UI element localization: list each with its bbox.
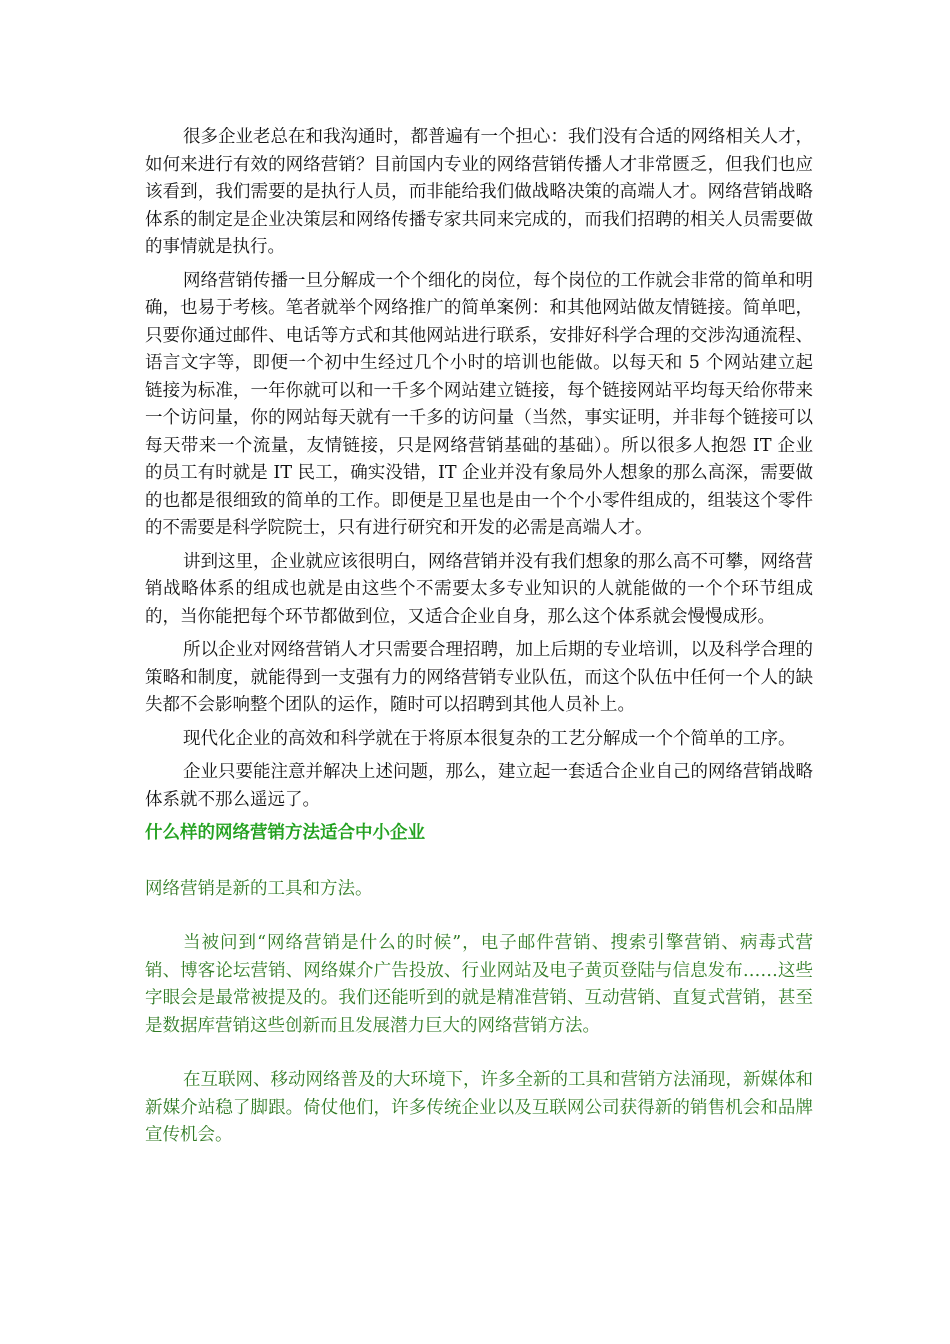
document-body <box>145 124 813 1150</box>
section-paragraph-2: 在互联网、移动网络普及的大环境下，许多全新的工具和营销方法涌现，新媒体和新媒介站稳了脚跟。倚仗他们，许多传统企业以及互联网公司获得新的销售机会和品牌宣传机会。 <box>145 1070 813 1145</box>
section-paragraph-1: 当被问到“网络营销是什么的时候”，电子邮件营销、搜索引擎营销、病毒式营销、博客论坛营销、网络媒介广告投放、行业网站及电子黄页登陆与信息发布……这些字眼会是最常被提及的。我们还能听到的就是精准营销、互动营销、直复式营销，甚至是数据库营销这些创新而且发展潜力巨大的网络营销方法。 <box>145 933 813 1036</box>
paragraph-5: 现代化企业的高效和科学就在于将原本很复杂的工艺分解成一个个简单的工序。 <box>183 728 796 749</box>
paragraph-6: 企业只要能注意并解决上述问题，那么，建立起一套适合企业自己的网络营销战略体系就不那么遥远了。 <box>145 762 813 810</box>
paragraph-4: 所以企业对网络营销人才只需要合理招聘，加上后期的专业培训，以及科学合理的策略和制度，就能得到一支强有力的网络营销专业队伍，而这个队伍中任何一个人的缺失都不会影响整个团队的运作，随时可以招聘到其他人员补上。 <box>145 640 813 715</box>
section-intro: 网络营销是新的工具和方法。 <box>145 878 373 899</box>
paragraph-1: 很多企业老总在和我沟通时，都普遍有一个担心：我们没有合适的网络相关人才，如何来进行有效的网络营销？目前国内专业的网络营销传播人才非常匮乏，但我们也应该看到，我们需要的是执行人员，而非能给我们做战略决策的高端人才。网络营销战略体系的制定是企业决策层和网络传播专家共同来完成的，而我们招聘的相关人员需要做的事情就是执行。 <box>145 127 813 257</box>
paragraph-3: 讲到这里，企业就应该很明白，网络营销并没有我们想象的那么高不可攀，网络营销战略体系的组成也就是由这些个不需要太多专业知识的人就能做的一个个环节组成的，当你能把每个环节都做到位，又适合企业自身，那么这个体系就会慢慢成形。 <box>145 551 813 627</box>
paragraph-2: 网络营销传播一旦分解成一个个细化的岗位，每个岗位的工作就会非常的简单和明确，也易于考核。笔者就举个网络推广的简单案例：和其他网站做友情链接。简单吧，只要你通过邮件、电话等方式和其他网站进行联系，安排好科学合理的交涉沟通流程、语言文字等，即便一个初中生经过几个小时的培训也能做。以每天和 5 个网站建立起链接为标准，一年你就可以和一千多个网站建立链接，每个链接网站平均每天给你带来一个访问量，你的网站每天就有一千多的访问量（当然，事实证明，并非每个链接可以每天带来一个流量，友情链接，只是网络营销基础的基础）。所以很多人抱怨 IT 企业的员工有时就是 IT 民工，确实没错，IT 企业并没有象局外人想象的那么高深，需要做的也都是很细致的简单的工作。即便是卫星也是由一个个小零件组成的，组装这个零件的不需要是科学院院士，只有进行研究和开发的必需是高端人才。 <box>145 270 813 538</box>
section-heading: 什么样的网络营销方法适合中小企业 <box>145 823 425 843</box>
